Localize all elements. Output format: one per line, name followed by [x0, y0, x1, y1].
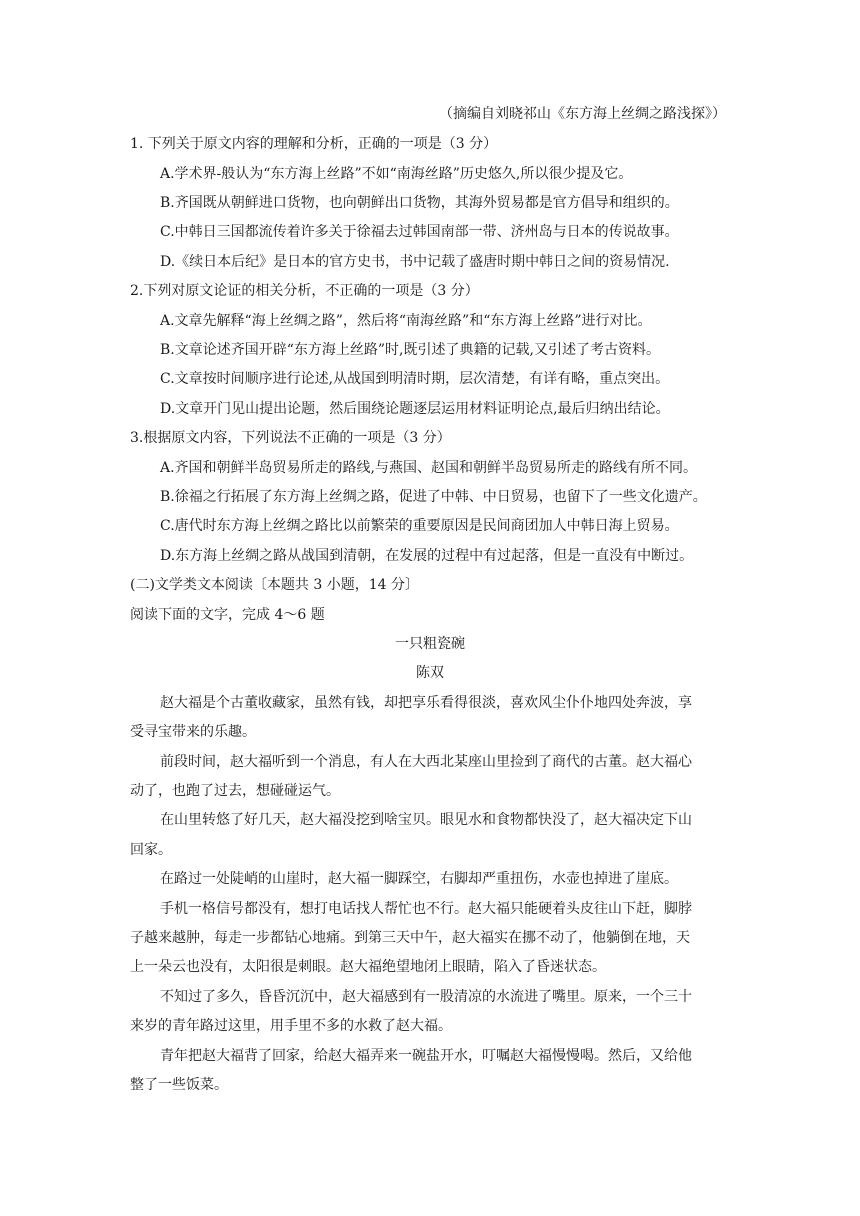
- question-1-option-b: B.齐国既从朝鲜进口货物，也向朝鲜出口货物，其海外贸易都是官方倡导和组织的。: [160, 195, 679, 211]
- story-line: 前段时间，赵大福听到一个消息，有人在大西北某座山里捡到了商代的古董。赵大福心: [160, 754, 692, 770]
- question-1-stem: 1. 下列关于原文内容的理解和分析，正确的一项是（3 分）: [130, 136, 498, 152]
- story-title: 一只粗瓷碗: [395, 636, 465, 652]
- section-title: (二)文学类文本阅读〔本题共 3 小题，14 分〕: [130, 577, 419, 593]
- story-author: 陈双: [416, 665, 444, 681]
- question-3-option-b: B.徐福之行拓展了东方海上丝绸之路，促进了中韩、中日贸易，也留下了一些文化遗产。: [160, 489, 707, 505]
- story-line: 手机一格信号都没有，想打电话找人帮忙也不行。赵大福只能硬着头皮往山下赶，脚脖: [160, 901, 692, 917]
- story-line: 在路过一处陡峭的山崖时，赵大福一脚踩空，右脚却严重扭伤，水壶也掉进了崖底。: [160, 871, 678, 887]
- story-line: 在山里转悠了好几天，赵大福没挖到啥宝贝。眼见水和食物都快没了，赵大福决定下山: [160, 812, 692, 828]
- story-line: 受寻宝带来的乐趣。: [130, 724, 256, 740]
- story-line: 子越来越肿，每走一步都钻心地痛。到第三天中午，赵大福实在挪不动了，他躺倒在地，天: [130, 930, 690, 946]
- question-2-option-a: A.文章先解释“海上丝绸之路”，然后将“南海丝路”和“东方海上丝路”进行对比。: [160, 313, 652, 329]
- story-line: 不知过了多久，昏昏沉沉中，赵大福感到有一股清凉的水流进了嘴里。原来，一个三十: [160, 989, 692, 1005]
- story-line: 动了，也跑了过去，想碰碰运气。: [130, 783, 340, 799]
- question-2-option-d: D.文章开门见山提出论题，然后围绕论题逐层运用材料证明论点,最后归纳出结论。: [160, 401, 670, 417]
- story-line: 回家。: [130, 842, 172, 858]
- story-line: 来岁的青年路过这里，用手里不多的水救了赵大福。: [130, 1018, 452, 1034]
- source-citation: （摘编自刘晓祁山《东方海上丝绸之路浅探》）: [439, 106, 726, 122]
- reading-instruction: 阅读下面的文字，完成 4～6 题: [130, 607, 325, 623]
- question-3-option-a: A.齐国和朝鲜半岛贸易所走的路线,与燕国、赵国和朝鲜半岛贸易所走的路线有所不同。: [160, 460, 698, 476]
- question-1-option-a: A.学术界-般认为“东方海上丝路”不如“南海丝路”历史悠久,所以很少提及它。: [160, 166, 633, 182]
- question-2-stem: 2.下列对原文论证的相关分析，不正确的一项是（3 分）: [130, 283, 479, 299]
- story-line: 上一朵云也没有，太阳很是刺眼。赵大福绝望地闭上眼睛，陷入了昏迷状态。: [130, 959, 606, 975]
- question-2-option-b: B.文章论述齐国开辟“东方海上丝路”时,既引述了典籍的记载,又引述了考古资料。: [160, 342, 660, 358]
- story-line: 整了一些饭菜。: [130, 1077, 228, 1093]
- story-line: 青年把赵大福背了回家，给赵大福弄来一碗盐开水，叮嘱赵大福慢慢喝。然后，又给他: [160, 1048, 692, 1064]
- story-line: 赵大福是个古董收藏家，虽然有钱，却把享乐看得很淡，喜欢风尘仆仆地四处奔波，享: [160, 695, 692, 711]
- question-2-option-c: C.文章按时间顺序进行论述,从战国到明清时期，层次清楚，有详有略，重点突出。: [160, 371, 670, 387]
- question-3-option-c: C.唐代时东方海上丝绸之路比以前繁荣的重要原因是民间商团加人中韩日海上贸易。: [160, 518, 679, 534]
- question-1-option-d: D.《续日本后纪》是日本的官方史书，书中记载了盛唐时期中韩日之间的资易情况.: [160, 254, 670, 270]
- question-3-option-d: D.东方海上丝绸之路从战国到清朝，在发展的过程中有过起落，但是一直没有中断过。: [160, 548, 694, 564]
- question-3-stem: 3.根据原文内容，下列说法不正确的一项是（3 分）: [130, 430, 451, 446]
- question-1-option-c: C.中韩日三国都流传着许多关于徐福去过韩国南部一带、济州岛与日本的传说故事。: [160, 224, 679, 240]
